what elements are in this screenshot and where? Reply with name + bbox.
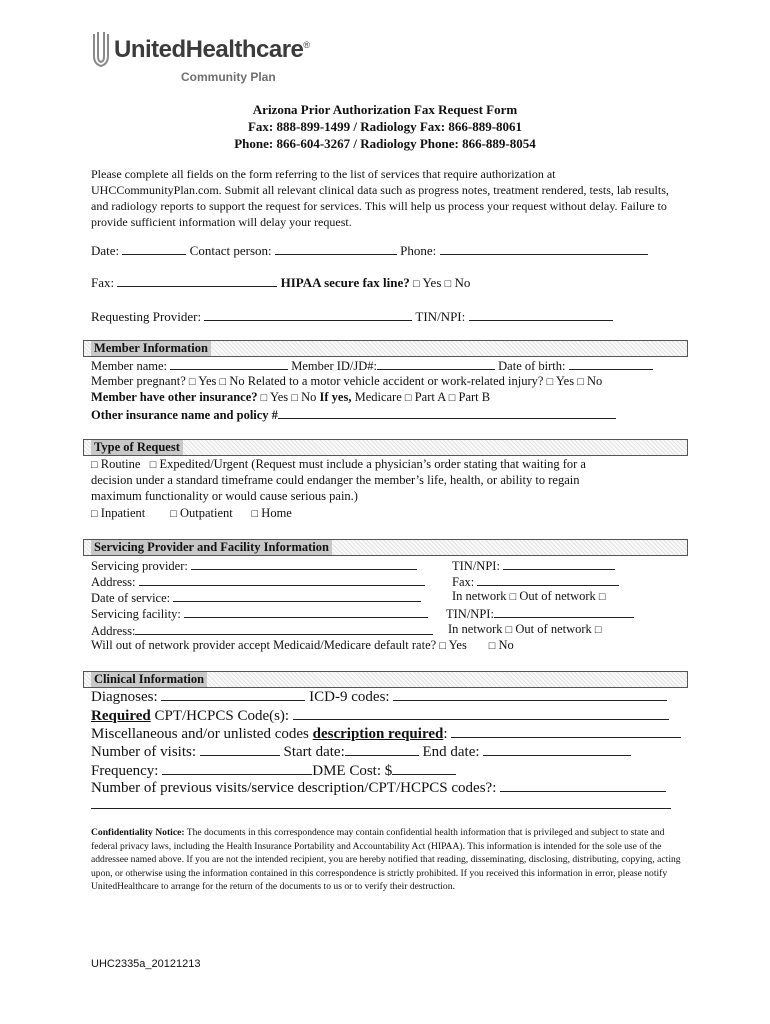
dob-field[interactable] (569, 357, 653, 370)
routine-checkbox[interactable]: □ (91, 459, 98, 471)
frequency-field[interactable] (162, 762, 312, 775)
clinical-row-1: Diagnoses: ICD-9 codes: (91, 688, 667, 706)
fax-field[interactable] (117, 274, 277, 287)
phone-field[interactable] (440, 242, 648, 255)
phone-numbers: Phone: 866-604-3267 / Radiology Phone: 866-889-8054 (234, 136, 536, 151)
requesting-provider-label: Requesting Provider: (91, 309, 202, 324)
brand-name: UnitedHealthcare® (114, 36, 310, 63)
facility-tin-field[interactable] (494, 605, 634, 618)
servicing-address-field[interactable] (139, 573, 425, 586)
servicing-network-1: In network □ Out of network □ (452, 589, 606, 603)
servicing-tin-field[interactable] (503, 557, 615, 570)
member-section-header: Member Information (83, 340, 688, 357)
intro-text: Please complete all fields on the form referring to the list of services that require authorization at UHCCommunityPlan.com. Submit all relevant clinical data such as progress notes, treatment rendered, tests, lab results, and radiology reports to support the request for services. This will help us process your request without delay. Failure to provide sufficient information will delay your request. (91, 167, 669, 229)
request-note-2: decision under a standard timeframe could endanger the member’s life, health, or ability to regain (91, 473, 580, 487)
clinical-row-4: Number of visits: Start date: End date: (91, 743, 631, 761)
pregnant-yes-checkbox[interactable]: □ (188, 376, 196, 388)
clinical-row-3: Miscellaneous and/or unlisted codes description required: (91, 725, 681, 743)
brand-subtitle: Community Plan (181, 70, 276, 84)
servicing-row-5: Address: (91, 622, 433, 639)
facility-out-network-checkbox[interactable]: □ (594, 624, 602, 636)
hipaa-no-label: No (454, 275, 471, 290)
provider-row (91, 308, 613, 325)
fax-numbers: Fax: 888-899-1499 / Radiology Fax: 866-889-8061 (247, 119, 523, 134)
fax-row (91, 274, 470, 291)
facility-in-network-checkbox[interactable]: □ (505, 624, 513, 636)
accident-no-checkbox[interactable]: □ (577, 376, 584, 388)
clinical-section-header: Clinical Information (83, 671, 688, 688)
hipaa-no-checkbox[interactable]: □ (444, 278, 452, 290)
accident-yes-checkbox[interactable]: □ (546, 376, 554, 388)
other-insurance-field[interactable] (278, 406, 616, 419)
member-row-4: Other insurance name and policy # (91, 406, 616, 423)
member-row-2: Member pregnant? □ Yes □ No Related to a motor vehicle accident or work-related injury? □ Yes □ No (91, 374, 603, 388)
facility-address-field[interactable] (135, 622, 433, 635)
uhc-logo-icon (92, 30, 110, 68)
provider-in-network-checkbox[interactable]: □ (509, 591, 517, 603)
hipaa-yes-checkbox[interactable]: □ (413, 278, 420, 290)
other-ins-yes-checkbox[interactable]: □ (260, 392, 268, 404)
servicing-provider-field[interactable] (191, 557, 417, 570)
hipaa-yes-label: Yes (422, 275, 442, 290)
member-row-1: Member name: Member ID/JD#: Date of birth: (91, 357, 653, 374)
hipaa-label: HIPAA secure fax line? (280, 275, 410, 290)
request-note-3: maximum functionality or would cause serious pain.) (91, 489, 358, 503)
date-label: Date: (91, 243, 120, 258)
servicing-row-6: Will out of network provider accept Medicaid/Medicare default rate? □ Yes □ No (91, 638, 514, 652)
member-id-field[interactable] (377, 357, 495, 370)
date-field[interactable] (122, 242, 186, 255)
inpatient-checkbox[interactable]: □ (91, 508, 98, 520)
servicing-row-4: Servicing facility: (91, 605, 428, 622)
servicing-fax-field[interactable] (477, 573, 619, 586)
visits-field[interactable] (200, 743, 280, 756)
home-checkbox[interactable]: □ (251, 508, 259, 520)
tin-field[interactable] (469, 308, 613, 321)
previous-visits-field[interactable] (500, 779, 666, 792)
provider-out-network-checkbox[interactable]: □ (598, 591, 606, 603)
misc-codes-field[interactable] (451, 725, 681, 738)
servicing-section-header: Servicing Provider and Facility Information (83, 539, 688, 556)
tin-label: TIN/NPI: (415, 309, 466, 324)
default-rate-yes-checkbox[interactable]: □ (439, 640, 446, 652)
part-b-checkbox[interactable]: □ (448, 392, 456, 404)
servicing-network-2: In network □ Out of network □ (448, 622, 602, 636)
start-date-field[interactable] (345, 743, 419, 756)
dme-cost-field[interactable] (392, 762, 456, 775)
confidentiality-notice: Confidentiality Notice: The documents in this correspondence may contain confidential health information that is privileged and subject to state and federal privacy laws, including the Health Insurance Portability and Accountability Act (HIPAA). This information is intended for the sole use of the addressee named above. If you are not the intended recipient, you are hereby notified that reading, disseminating, disclosing, distributing, copying, acting upon, or otherwise using the information contained in this correspondence is strictly prohibited. If you received this information in error, please notify UnitedHealthcare to arrange for the return of the documents to us or to verify their destruction. (91, 827, 681, 893)
servicing-row-3: Date of service: (91, 589, 421, 606)
clinical-row-2: Required CPT/HCPCS Code(s): (91, 707, 669, 725)
cpt-codes-field[interactable] (293, 707, 669, 720)
contact-label: Contact person: (189, 243, 272, 258)
form-title: Arizona Prior Authorization Fax Request Form (252, 102, 518, 117)
contact-field[interactable] (275, 242, 397, 255)
icd-codes-field[interactable] (393, 688, 667, 701)
part-a-checkbox[interactable]: □ (404, 392, 412, 404)
facility-tin: TIN/NPI: (446, 605, 634, 622)
servicing-row-1: Servicing provider: (91, 557, 417, 574)
servicing-tin: TIN/NPI: (452, 557, 615, 574)
member-row-3: Member have other insurance? □ Yes □ No If yes, Medicare □ Part A □ Part B (91, 390, 491, 404)
default-rate-no-checkbox[interactable]: □ (488, 640, 496, 652)
date-row (91, 242, 648, 259)
servicing-facility-field[interactable] (184, 605, 428, 618)
servicing-fax: Fax: (452, 573, 619, 590)
expedited-checkbox[interactable]: □ (149, 459, 157, 471)
date-of-service-field[interactable] (173, 589, 421, 602)
pregnant-no-checkbox[interactable]: □ (219, 376, 227, 388)
clinical-row-5: Frequency: DME Cost: $ (91, 762, 456, 780)
other-ins-no-checkbox[interactable]: □ (291, 392, 298, 404)
request-row-setting: □ Inpatient □ Outpatient □ Home (91, 506, 292, 520)
previous-visits-extra-line[interactable] (91, 808, 671, 809)
end-date-field[interactable] (483, 743, 631, 756)
member-name-field[interactable] (170, 357, 288, 370)
phone-label: Phone: (400, 243, 437, 258)
outpatient-checkbox[interactable]: □ (170, 508, 177, 520)
request-row-1: □ Routine □ Expedited/Urgent (Request must include a physician’s order stating that waiting for a (91, 457, 586, 471)
fax-label: Fax: (91, 275, 115, 290)
servicing-row-2: Address: (91, 573, 425, 590)
diagnoses-field[interactable] (161, 688, 305, 701)
clinical-row-6: Number of previous visits/service description/CPT/HCPCS codes?: (91, 779, 666, 797)
form-code: UHC2335a_20121213 (91, 958, 201, 970)
request-section-header: Type of Request (83, 439, 688, 456)
requesting-provider-field[interactable] (204, 308, 412, 321)
